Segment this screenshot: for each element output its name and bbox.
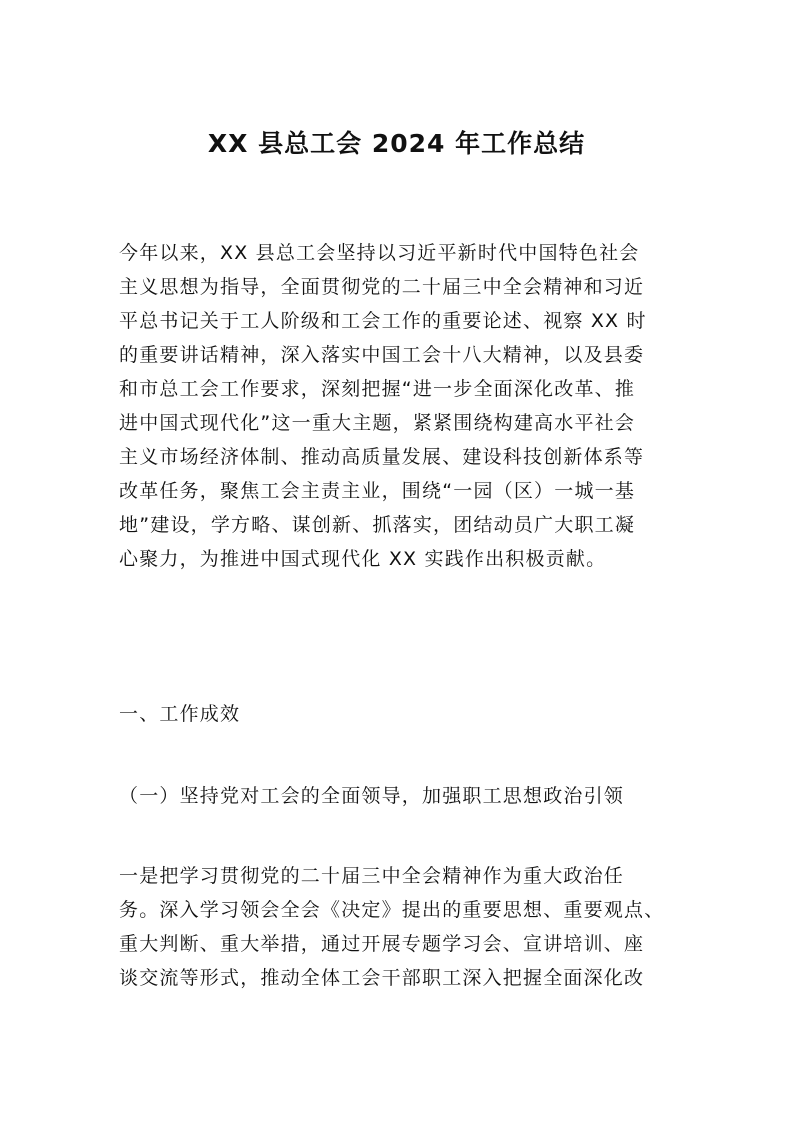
paragraph-line: 地”建设，学方略、谋创新、抓落实，团结动员广大职工凝 xyxy=(119,514,636,536)
paragraph-line: 谈交流等形式，推动全体工会干部职工深入把握全面深化改 xyxy=(119,967,645,989)
paragraph-line: 和市总工会工作要求，深刻把握“进一步全面深化改革、推 xyxy=(119,378,636,400)
paragraph-line: 心聚力，为推进中国式现代化 XX 实践作出积极贡献。 xyxy=(119,548,607,570)
paragraph-line: 主义思想为指导，全面贯彻党的二十届三中全会精神和习近 xyxy=(119,276,645,298)
subsection-heading: （一）坚持党对工会的全面领导，加强职工思想政治引领 xyxy=(119,785,625,807)
paragraph-line: 重大判断、重大举措，通过开展专题学习会、宣讲培训、座 xyxy=(119,933,645,955)
paragraph-line: 平总书记关于工人阶级和工会工作的重要论述、视察 XX 时 xyxy=(119,310,647,332)
document-title: XX 县总工会 2024 年工作总结 xyxy=(207,129,586,158)
paragraph-line: 的重要讲话精神，深入落实中国工会十八大精神，以及县委 xyxy=(119,344,645,366)
section-heading: 一、工作成效 xyxy=(119,703,241,725)
paragraph-line: 务。深入学习领会全会《决定》提出的重要思想、重要观点、 xyxy=(119,899,665,921)
body-paragraph xyxy=(119,859,675,995)
paragraph-line: 今年以来，XX 县总工会坚持以习近平新时代中国特色社会 xyxy=(119,242,640,264)
paragraph-line: 主义市场经济体制、推动高质量发展、建设科技创新体系等 xyxy=(119,446,645,468)
paragraph-line: 进中国式现代化”这一重大主题，紧紧围绕构建高水平社会 xyxy=(119,412,636,434)
paragraph-line: 一是把学习贯彻党的二十届三中全会精神作为重大政治任 xyxy=(119,865,625,887)
paragraph-line: 改革任务，聚焦工会主责主业，围绕“一园（区）一城一基 xyxy=(119,480,636,502)
intro-paragraph xyxy=(119,236,675,576)
